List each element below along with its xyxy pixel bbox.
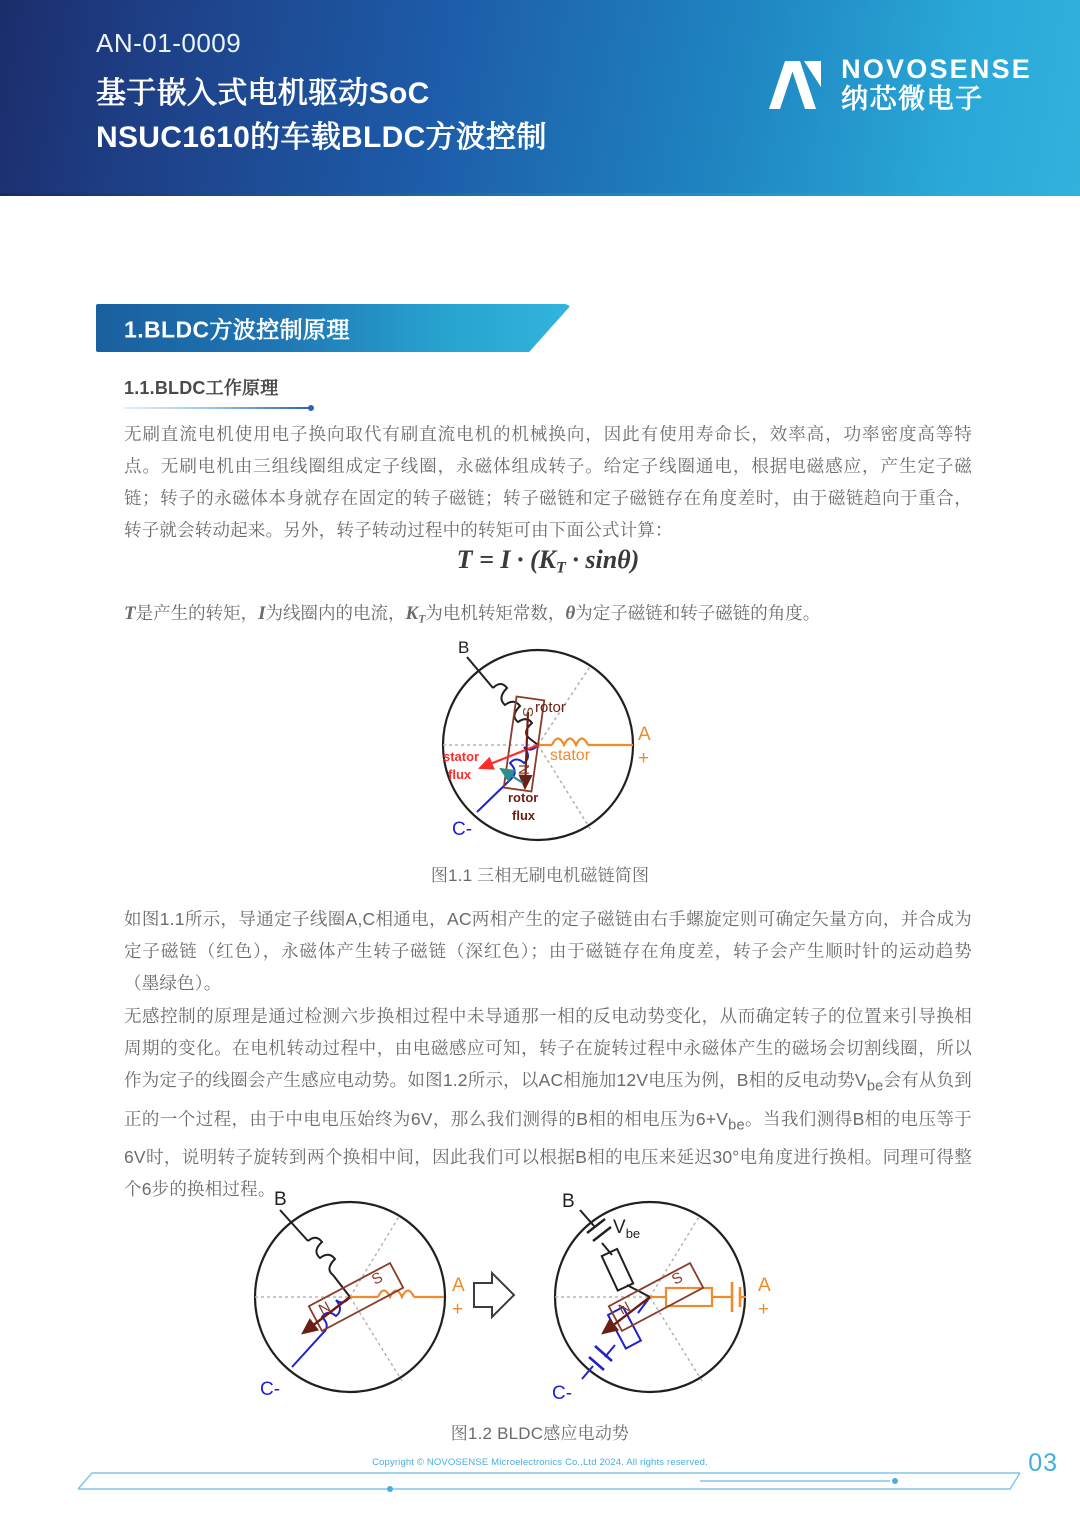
symbol-K-subscript: T bbox=[418, 612, 426, 626]
left-label-pole-n: N bbox=[315, 1298, 334, 1319]
paragraph-1: 无刷直流电机使用电子换向取代有刷直流电机的机械换向，因此有使用寿命长，效率高，功率密度高等特点。无刷电机由三组线圈组成定子线圈，永磁体组成转子。给定子线圈通电，根据电磁感应，产生定子磁链；转子的永磁体本身就存在固定的转子磁链；转子磁链和定子磁链存在角度差时，由于磁链趋向于重合，转子就会转动起来。另外，转子转动过程中的转矩可由下面公式计算： bbox=[124, 424, 972, 540]
paragraph-3-part-c: 。当我们测得B相的电压等于6V时，说明转子旋转到两个换相中间，因此我们可以根据B相的电压来延迟30°电角度进行换相。同理可得整个6步的换相过程。 bbox=[124, 1108, 972, 1199]
formula-equals: = bbox=[479, 545, 494, 574]
label-phase-a: A bbox=[638, 724, 651, 745]
symbol-KT bbox=[406, 603, 426, 624]
left-label-phase-b: B bbox=[274, 1189, 287, 1210]
document-code: AN-01-0009 bbox=[96, 28, 242, 58]
figure-1-1-diagram bbox=[395, 640, 685, 855]
right-axis-dotted-lower-right bbox=[650, 1297, 702, 1381]
paragraph-3-sub-vbe-2: be bbox=[728, 1117, 745, 1133]
right-label-vbe: $V_{be}$ bbox=[613, 1217, 641, 1241]
phase-b-lead bbox=[467, 657, 493, 688]
paragraph-block-3 bbox=[124, 1000, 972, 1205]
formula-desc-kt-text: 为电机转矩常数， bbox=[425, 603, 566, 623]
symbol-K: K bbox=[405, 603, 419, 624]
figure-1-1 bbox=[0, 640, 1080, 886]
left-axis-dotted-lower-right bbox=[350, 1297, 402, 1381]
label-stator-flux-line2: flux bbox=[448, 767, 472, 782]
paragraph-block-1 bbox=[124, 418, 972, 546]
formula-description bbox=[124, 598, 972, 634]
subsection-heading-label: 1.1.BLDC工作原理 bbox=[124, 378, 279, 398]
footer-decoration bbox=[0, 1443, 1080, 1499]
label-rotor-flux-line1: rotor bbox=[508, 790, 539, 805]
formula-rhs-post: · sinθ) bbox=[565, 545, 640, 574]
right-label-phase-a-plus: + bbox=[758, 1299, 770, 1320]
label-phase-b: B bbox=[458, 640, 470, 657]
document-title-line-2: NSUC1610的车载BLDC方波控制 bbox=[96, 121, 547, 154]
page-header-banner bbox=[0, 0, 1080, 196]
paragraph-block-2 bbox=[124, 903, 972, 999]
figure-1-1-caption: 图1.1 三相无刷电机磁链简图 bbox=[430, 866, 650, 885]
formula-desc-theta-text: 为定子磁链和转子磁链的角度。 bbox=[575, 603, 821, 623]
symbol-theta: θ bbox=[565, 603, 576, 624]
right-vbe-source-plate-b bbox=[593, 1227, 611, 1241]
subsection-underline bbox=[124, 407, 312, 409]
formula-rhs-pre: I · (K bbox=[500, 545, 557, 574]
paragraph-3 bbox=[124, 1000, 972, 1205]
label-stator-flux-line1: stator bbox=[443, 749, 480, 764]
label-stator: stator bbox=[550, 747, 591, 764]
symbol-I: I bbox=[258, 603, 266, 624]
paragraph-3-part-b: 会有从负到正的一个过程，由于中电电压始终为6V，那么我们测得的B相的相电压为6+V bbox=[124, 1070, 972, 1129]
section-banner bbox=[96, 304, 572, 352]
figure-1-2-left-panel bbox=[255, 1189, 465, 1400]
logo-text-cn: 纳芯微电子 bbox=[841, 84, 984, 114]
right-label-phase-b: B bbox=[562, 1191, 575, 1212]
rotor-flux-arrow bbox=[525, 712, 528, 788]
label-pole-s: S bbox=[520, 706, 537, 717]
left-label-phase-a-plus: + bbox=[452, 1299, 464, 1320]
transition-arrow bbox=[474, 1273, 514, 1317]
label-pole-n: N bbox=[516, 764, 533, 775]
left-label-pole-s: S bbox=[368, 1268, 386, 1289]
paragraph-3-sub-vbe-1: be bbox=[866, 1078, 884, 1095]
label-phase-c: C- bbox=[452, 819, 473, 840]
footer-dot-right bbox=[892, 1478, 898, 1484]
label-phase-a-plus: + bbox=[638, 748, 650, 769]
left-label-phase-c: C- bbox=[260, 1379, 281, 1400]
paragraph-2: 如图1.1所示，导通定子线圈A,C相通电，AC两相产生的定子磁链由右手螺旋定则可确定矢量方向，并合成为定子磁链（红色），永磁体产生转子磁链（深红色）；由于磁链存在角度差，转子会产生顺时针的运动趋势（墨绿色）。 bbox=[124, 909, 972, 993]
formula-lhs: T bbox=[456, 545, 473, 574]
symbol-T: T bbox=[124, 603, 136, 624]
right-phase-b-lead-top bbox=[580, 1210, 594, 1226]
formula-rhs-sub: T bbox=[556, 559, 566, 577]
right-label-pole-s: S bbox=[668, 1268, 686, 1289]
right-label-vbe-subscript: be bbox=[625, 1226, 641, 1241]
novosense-logo bbox=[763, 56, 1032, 113]
logo-wordmark bbox=[841, 56, 1032, 113]
figure-1-2-right-panel bbox=[552, 1191, 771, 1404]
page-number: 03 bbox=[1028, 1449, 1058, 1477]
footer-copyright: Copyright © NOVOSENSE Microelectronics Co.,Ltd 2024. All rights reserved. bbox=[372, 1457, 708, 1468]
document-title-line-1: 基于嵌入式电机驱动SoC bbox=[96, 77, 430, 110]
formula-desc-t-text: 是产生的转矩， bbox=[135, 603, 259, 623]
page-footer bbox=[0, 1443, 1080, 1499]
novosense-logo-mark-icon bbox=[763, 57, 827, 113]
label-rotor: rotor bbox=[535, 699, 566, 716]
section-banner-label: 1.BLDC方波控制原理 bbox=[124, 316, 350, 343]
formula-desc-i-text: 为线圈内的电流， bbox=[265, 603, 406, 623]
right-phase-c-battery-plate-a bbox=[595, 1346, 612, 1361]
document-title bbox=[96, 72, 547, 160]
right-block-arrow-icon bbox=[474, 1273, 514, 1317]
right-label-pole-n: N bbox=[615, 1298, 634, 1319]
subsection-heading bbox=[124, 374, 324, 409]
label-rotor-flux-line2: flux bbox=[512, 808, 536, 823]
right-label-phase-a: A bbox=[758, 1275, 771, 1296]
right-phase-b-resistor bbox=[602, 1249, 633, 1291]
right-label-phase-c: C- bbox=[552, 1383, 573, 1404]
torque-formula bbox=[124, 545, 972, 578]
figure-1-2 bbox=[0, 1185, 1080, 1444]
figure-1-2-diagram bbox=[230, 1185, 850, 1413]
left-label-phase-a: A bbox=[452, 1275, 465, 1296]
figure-1-2-caption: 图1.2 BLDC感应电动势 bbox=[450, 1424, 630, 1443]
footer-dot-left bbox=[387, 1486, 393, 1492]
paragraph-3-part-a: 无感控制的原理是通过检测六步换相过程中未导通那一相的反电动势变化，从而确定转子的位置来引导换相周期的变化。在电机转动过程中，由电磁感应可知，转子在旋转过程中永磁体产生的磁场会切割线圈，所以作为定子的线圈会产生感应电动势。如图1.2所示，以AC相施加12V电压为例，B相的反电动势V bbox=[124, 1006, 972, 1090]
logo-text-en: NOVOSENSE bbox=[841, 54, 1032, 84]
phase-a-coil bbox=[552, 739, 588, 746]
